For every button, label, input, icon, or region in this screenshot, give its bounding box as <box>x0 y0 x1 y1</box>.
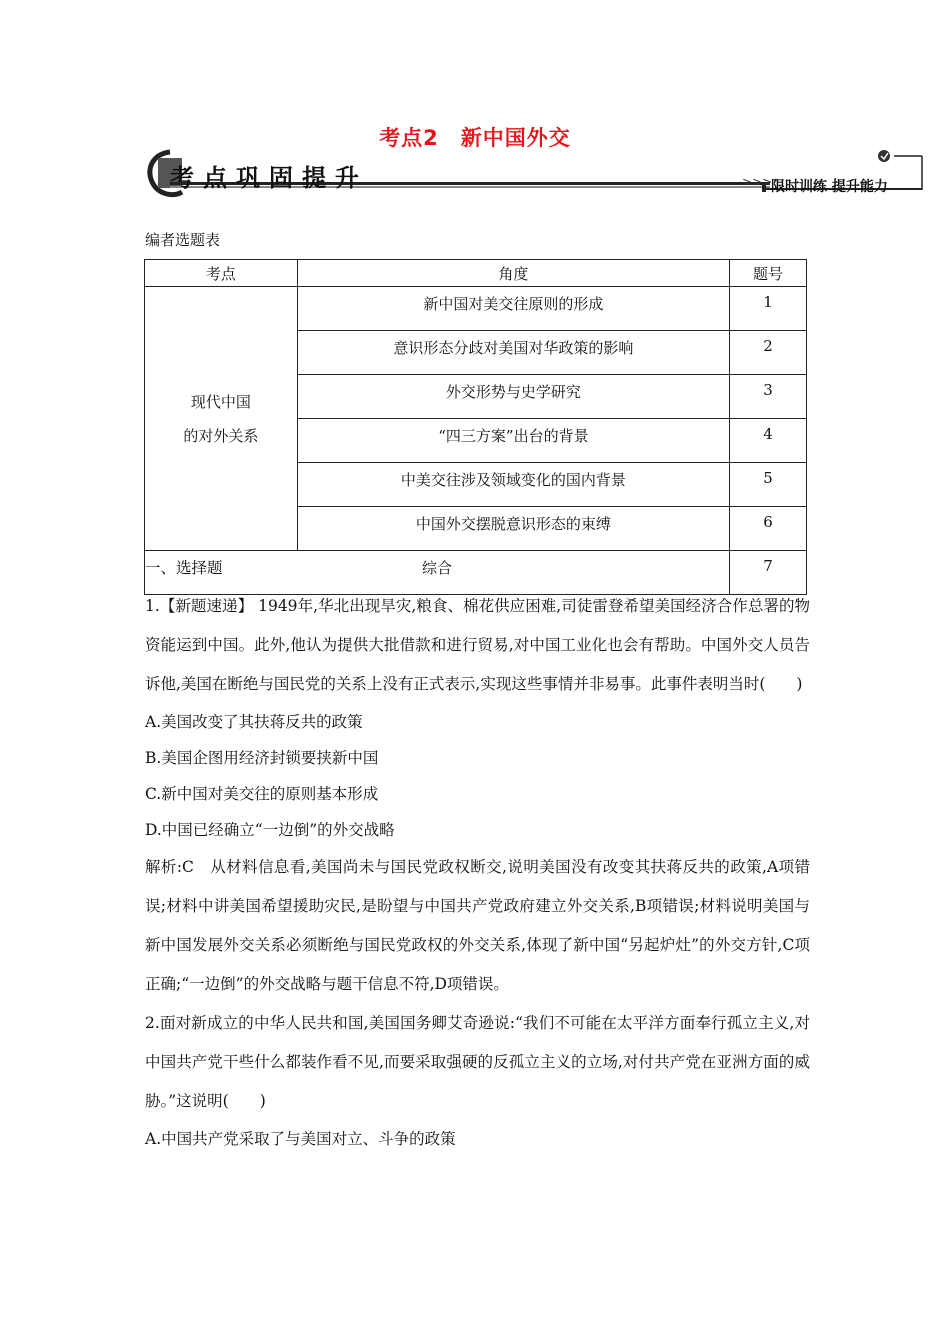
banner-left-text: 考点巩固提升 <box>170 164 368 192</box>
table-row <box>145 287 807 331</box>
question-1-analysis: 解析:C 从材料信息看,美国尚未与国民党政权断交,说明美国没有改变其扶蒋反共的政策,A项错误;材料中讲美国希望援助灾民,是盼望与中国共产党政府建立外交关系,B项错误;材料说明美国与新中国发展外交关系必须断绝与国民党政权的外交关系,体现了新中国“另起炉灶”的外交方针,C项正确;“一边倒”的外交战略与题干信息不符,D项错误。 <box>145 858 810 993</box>
topic-line: 现代中国 <box>190 392 251 411</box>
question-content <box>145 555 810 1157</box>
number-cell: 5 <box>730 463 807 507</box>
number-cell: 4 <box>730 419 807 463</box>
question-1-stem: 1.【新题速递】 1949年,华北出现旱灾,粮食、棉花供应困难,司徒雷登希望美国经济合作总署的物资能运到中国。此外,他认为提供大批借款和进行贸易,对中国工业化也会有帮助。中国外交人员告诉他,美国在断绝与国民党的关系上没有正式表示,实现这些事情并非易事。此事件表明当时( ) <box>145 597 810 693</box>
angle-cell: 新中国对美交往原则的形成 <box>297 287 729 331</box>
number-cell: 6 <box>730 507 807 551</box>
question-1-option-c: C.新中国对美交往的原则基本形成 <box>145 785 379 803</box>
number-cell: 3 <box>730 375 807 419</box>
summary-number: 7 <box>730 551 807 595</box>
question-1-option-a: A.美国改变了其扶蒋反共的政策 <box>145 713 363 731</box>
page-title: 考点2 新中国外交 <box>379 126 571 150</box>
selection-table <box>144 259 807 595</box>
question-2-option-a: A.中国共产党采取了与美国对立、斗争的政策 <box>145 1130 456 1148</box>
question-2-stem: 2.面对新成立的中华人民共和国,美国国务卿艾奇逊说:“我们不可能在太平洋方面奉行孤立主义,对中国共产党干些什么都装作看不见,而要采取强硬的反孤立主义的立场,对付共产党在亚洲方面的威胁。”这说明( ) <box>145 1014 810 1110</box>
table-header-row <box>145 260 807 287</box>
header-number: 题号 <box>730 260 807 287</box>
header-topic: 考点 <box>145 260 298 287</box>
angle-cell: 中美交往涉及领域变化的国内背景 <box>297 463 729 507</box>
question-1-option-b: B.美国企图用经济封锁要挟新中国 <box>145 749 379 767</box>
angle-cell: 中国外交摆脱意识形态的束缚 <box>297 507 729 551</box>
number-cell: 2 <box>730 331 807 375</box>
question-1-option-d: D.中国已经确立“一边倒”的外交战略 <box>145 821 395 839</box>
angle-cell: “四三方案”出台的背景 <box>297 419 729 463</box>
summary-label: 综合 <box>145 551 730 595</box>
section-title: 一、选择题 <box>145 559 223 577</box>
topic-cell <box>145 287 298 551</box>
angle-cell: 意识形态分歧对美国对华政策的影响 <box>297 331 729 375</box>
banner-arrows: >>> <box>742 175 773 189</box>
banner-right-text: 限时训练 提升能力 <box>771 179 888 195</box>
table-caption: 编者选题表 <box>145 231 221 249</box>
number-cell: 1 <box>730 287 807 331</box>
topic-line: 的对外关系 <box>183 426 259 445</box>
header-angle: 角度 <box>297 260 729 287</box>
angle-cell: 外交形势与史学研究 <box>297 375 729 419</box>
